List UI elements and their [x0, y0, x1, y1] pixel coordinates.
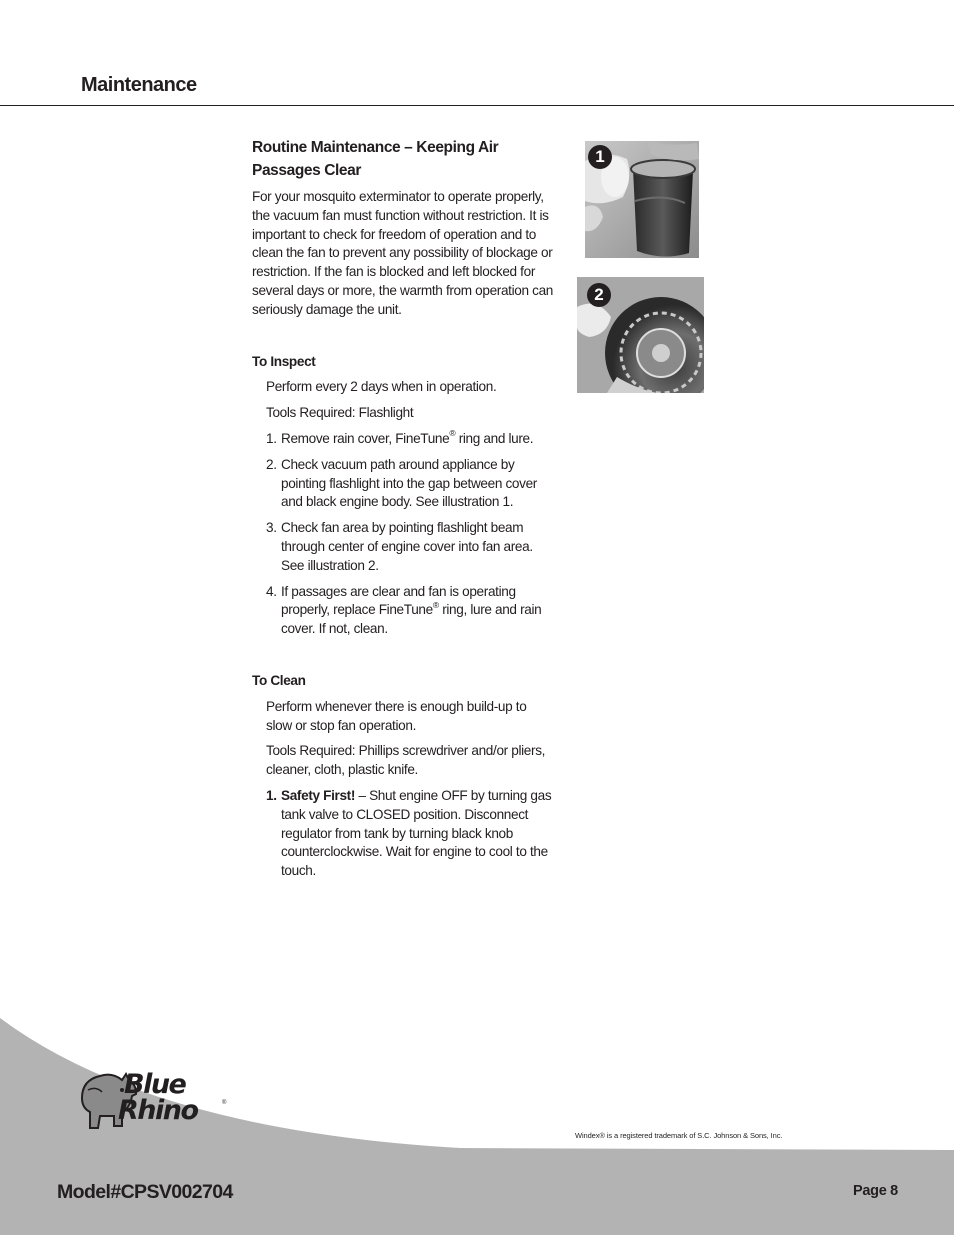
step-number: 1. [266, 430, 277, 446]
intro-paragraph: For your mosquito exterminator to operate properly, the vacuum fan must function without restriction. It is important to check for freedom of operation and to clean the fan to prevent any possibility of blockage or restriction. If the fan is blocked and left blocked for several days or more, the warmth from operation can seriously damage the unit. [252, 189, 553, 317]
inspect-step [252, 456, 554, 512]
inspect-step [252, 519, 554, 575]
section-title: Maintenance [81, 74, 197, 96]
trademark-note: Windex® is a registered trademark of S.C. Johnson & Sons, Inc. [575, 1131, 783, 1140]
routine-maintenance-heading: Routine Maintenance – Keeping Air Passages Clear [252, 139, 499, 179]
inspect-step [252, 583, 554, 639]
clean-step [252, 787, 554, 881]
step-number: 2. [266, 456, 277, 472]
step-number: 3. [266, 520, 277, 536]
inspect-section [252, 353, 554, 639]
safety-first-label: Safety First! [281, 787, 356, 803]
step-number: 1. [266, 787, 277, 803]
clean-section [252, 672, 554, 881]
inspect-heading: To Inspect [252, 353, 316, 369]
clean-tools: Tools Required: Phillips screwdriver and/or pliers, cleaner, cloth, plastic knife. [266, 743, 546, 778]
clean-heading: To Clean [252, 672, 306, 688]
step-text: If passages are clear and fan is operating properly, replace FineTune® ring, lure and rain cover. If not, clean. [281, 583, 542, 637]
illustration-1-number: 1 [595, 147, 605, 166]
step-number: 4. [266, 583, 277, 599]
inspect-step [252, 430, 554, 449]
registered-mark: ® [432, 599, 439, 610]
model-number: Model#CPSV002704 [57, 1181, 233, 1203]
blue-rhino-logo [78, 1068, 230, 1134]
step-text: Check vacuum path around appliance by pointing flashlight into the gap between cover and black engine body. See illustration 1. [281, 456, 537, 510]
page-number: Page 8 [853, 1183, 898, 1199]
clean-frequency: Perform whenever there is enough build-up to slow or stop fan operation. [266, 698, 527, 733]
main-content [252, 137, 554, 888]
illustration-2-number: 2 [594, 285, 604, 304]
step-text: Remove rain cover, FineTune® ring and lure. [281, 428, 534, 446]
header-rule [0, 105, 954, 106]
step-text: Check fan area by pointing flashlight beam through center of engine cover into fan area. See illustration 2. [281, 520, 533, 573]
logo-wordmark-rhino: Rhino [118, 1095, 198, 1126]
illustration-1-photo [585, 141, 699, 258]
logo-wordmark-blue: Blue [124, 1069, 186, 1100]
illustration-2-photo [577, 277, 704, 393]
inspect-tools: Tools Required: Flashlight [266, 405, 414, 421]
step-text: Safety First! – Shut engine OFF by turning gas tank valve to CLOSED position. Disconnect regulator from tank by turning black knob counterclockwise. Wait for engine to cool to the touch. [281, 787, 552, 879]
registered-mark: ® [449, 428, 456, 439]
inspect-frequency: Perform every 2 days when in operation. [266, 379, 497, 395]
logo-registered-mark: ® [222, 1100, 227, 1106]
